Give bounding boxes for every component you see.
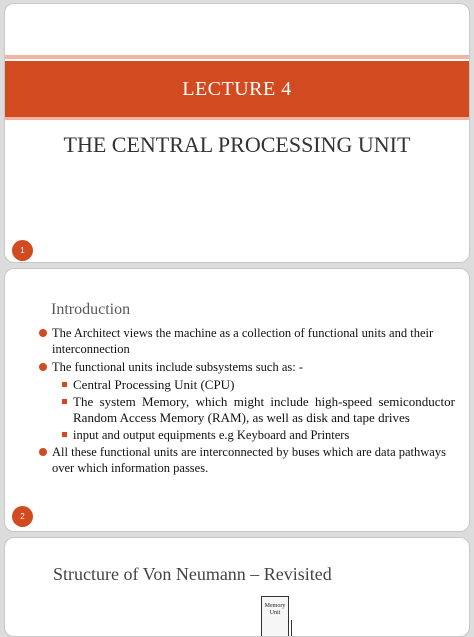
sub-list-item-text: Central Processing Unit (CPU)	[73, 377, 235, 392]
memory-unit-box: Memory Unit	[261, 596, 289, 637]
list-item	[39, 359, 455, 375]
slide-3	[4, 537, 470, 637]
sub-list-item	[39, 394, 455, 426]
slide-number-badge: 1	[12, 240, 33, 261]
bullet-list	[39, 325, 455, 478]
section-heading: Introduction	[51, 301, 131, 318]
sub-list-item	[39, 377, 455, 393]
lecture-label: LECTURE 4	[182, 78, 292, 100]
title-band-bottom-stripe	[5, 117, 469, 120]
slide-title: THE CENTRAL PROCESSING UNIT	[63, 132, 411, 157]
list-item-text: The functional units include subsystems such as: -	[52, 360, 304, 374]
section-heading: Structure of Von Neumann – Revisited	[53, 564, 332, 584]
title-band-top-stripe	[5, 55, 469, 59]
sub-list-item-text: The system Memory, which might include high-speed semiconductor Random Access Memory (RAM), as well as disk and tape drives	[73, 394, 455, 425]
connector-line	[291, 620, 292, 637]
bullet-dot-icon	[39, 329, 47, 337]
bullet-square-icon	[62, 382, 67, 387]
sub-list-item	[39, 427, 455, 443]
bullet-square-icon	[62, 399, 67, 404]
list-item	[39, 444, 455, 476]
list-item-text: The Architect views the machine as a collection of functional units and their interconnection	[52, 326, 434, 356]
slide-2	[4, 268, 470, 532]
slide-number-badge: 2	[12, 506, 33, 527]
slide-1	[4, 3, 470, 263]
bullet-square-icon	[62, 432, 67, 437]
list-item	[39, 325, 455, 357]
bullet-dot-icon	[39, 363, 47, 371]
list-item-text: All these functional units are interconnected by buses which are data pathways over which information passes.	[52, 445, 446, 475]
sub-list-item-text: input and output equipments e.g Keyboard and Printers	[73, 428, 350, 442]
bullet-dot-icon	[39, 448, 47, 456]
